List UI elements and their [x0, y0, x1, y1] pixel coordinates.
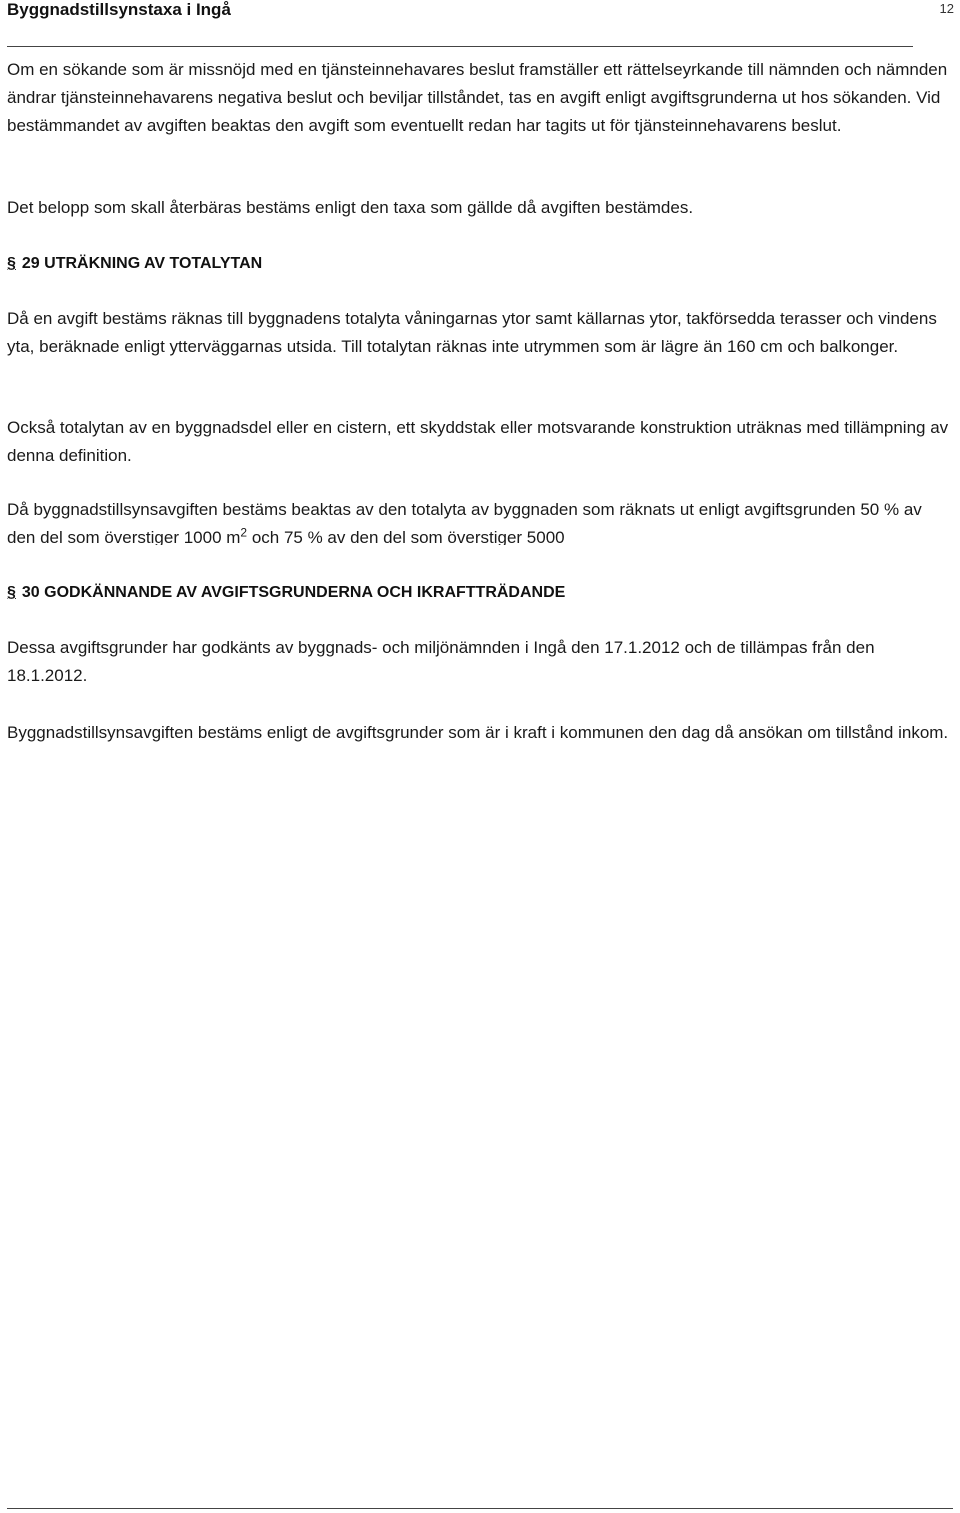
paragraph-building-part: Också totalytan av en byggnadsdel eller en cistern, ett skyddstak eller motsvarande konstruktion uträknas med tillämpning av denna definition. — [7, 418, 949, 465]
fee-text-start: Då byggnadstillsynsavgiften bestäms beaktas av den totalyta av byggnaden som räknats ut enligt avgiftsgrunden 50 % av den del som överstiger 1000 m — [7, 500, 922, 545]
document-header-title: Byggnadstillsynstaxa i Ingå — [7, 0, 231, 19]
paragraph-applicable-rules: Byggnadstillsynsavgiften bestäms enligt de avgiftsgrunder som är i kraft i kommunen den dag då ansökan om tillstånd inkom. — [7, 723, 949, 742]
footer-divider — [7, 1508, 953, 1509]
paragraph-rectification: Om en sökande som är missnöjd med en tjänsteinnehavares beslut framställer ett rättelseyrkande till nämnden och nämnden ändrar tjänsteinnehavarens negativa beslut och beviljar tillståndet, tas en avgift enligt avgiftsgrunderna ut hos sökanden. Vid bestämmandet av avgiften beaktas den avgift som eventuellt redan har tagits ut för tjänsteinnehavarens beslut. — [7, 60, 948, 135]
paragraph-approval: Dessa avgiftsgrunder har godkänts av byggnads- och miljönämnden i Ingå den 17.1.2012 och de tillämpas från den 18.1.2012. — [7, 638, 875, 685]
section-symbol: § — [7, 584, 16, 601]
paragraph-refund: Det belopp som skall återbäras bestäms enligt den taxa som gällde då avgiften bestämdes. — [7, 198, 694, 217]
paragraph-fee-calculation — [7, 496, 952, 545]
paragraph-total-area-definition: Då en avgift bestäms räknas till byggnadens totalyta våningarnas ytor samt källarnas ytor, takförsedda terasser och vindens yta, beräknade enligt ytterväggarnas utsida. Till totalytan räknas inte utrymmen som är lägre än 160 cm och balkonger. — [7, 309, 937, 356]
section-30-title: 30 GODKÄNNANDE AV AVGIFTSGRUNDERNA OCH IKRAFTTRÄDANDE — [21, 584, 566, 601]
section-29-heading — [7, 255, 262, 273]
fee-text-end: och 75 % av den del som överstiger 5000 — [247, 528, 565, 545]
superscript-2: 2 — [240, 525, 248, 540]
page-number: 12 — [939, 1, 954, 16]
section-29-title: 29 UTRÄKNING AV TOTALYTAN — [21, 255, 263, 272]
section-30-heading — [7, 584, 565, 602]
section-symbol: § — [7, 255, 16, 272]
header-divider — [7, 46, 913, 47]
